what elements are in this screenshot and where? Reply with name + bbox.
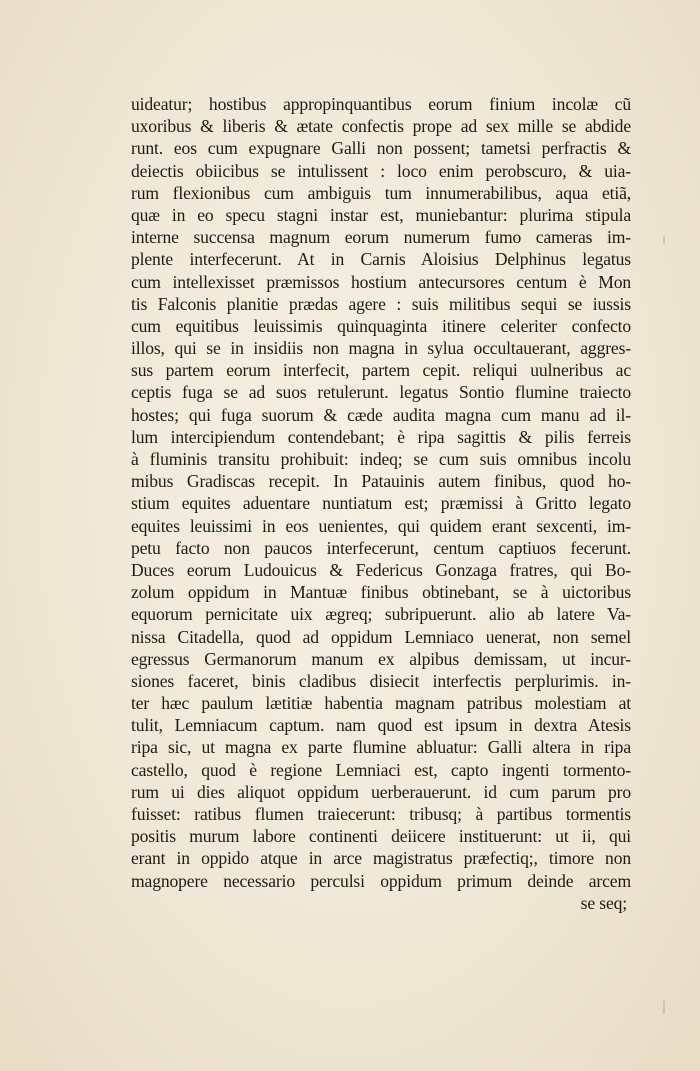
text-line: nissa Citadella, quod ad oppidum Lemniaco uenerat, non semel [131, 626, 631, 647]
text-line: Duces eorum Ludouicus & Federicus Gonzaga fratres, qui Bo- [131, 559, 631, 580]
text-line: erant in oppido atque in arce magistratus præfectiq;, timore non [131, 848, 631, 869]
text-line: tis Falconis planitie prædas agere : suis militibus sequi se iussis [131, 293, 631, 314]
text-line: egressus Germanorum manum ex alpibus demissam, ut incur- [131, 648, 631, 669]
text-line: lum intercipiendum contendebant; è ripa sagittis & pilis ferreis [131, 426, 631, 447]
body-text-block [131, 93, 631, 914]
text-line: petu facto non paucos interfecerunt, centum captiuos fecerunt. [131, 537, 631, 558]
text-line: runt. eos cum expugnare Galli non possent; tametsi perfractis & [131, 138, 631, 159]
faint-bleed-through-mark [150, 66, 174, 80]
text-line: sus partem eorum interfecit, partem cepit. reliqui uulneribus ac [131, 360, 631, 381]
text-line: hostes; qui fuga suorum & cæde audita magna cum manu ad il- [131, 404, 631, 425]
text-line: deiectis obiicibus se intulissent : loco enim perobscuro, & uia- [131, 160, 631, 181]
text-line: mibus Gradiscas recepit. In Patauinis autem finibus, quod ho- [131, 471, 631, 492]
text-line: rum flexionibus cum ambiguis tum innumerabilibus, aqua etiã, [131, 182, 631, 203]
page-edge-mark [663, 1000, 665, 1014]
text-line: positis murum labore continenti deiicere instituerunt: ut ii, qui [131, 826, 631, 847]
catchword-line: se seq; [580, 892, 627, 913]
text-line: ceptis fuga se ad suos retulerunt. legatus Sontio flumine traiecto [131, 382, 631, 403]
text-line: ter hæc paulum lætitiæ habentia magnam patribus molestiam at [131, 693, 631, 714]
text-line: à fluminis transitu prohibuit: indeq; se cum suis omnibus incolu [131, 449, 631, 469]
text-line: siones faceret, binis cladibus disiecit interfectis perplurimis. in- [131, 670, 631, 691]
text-line: illos, qui se in insidiis non magna in sylua occultauerant, aggres- [131, 338, 631, 359]
text-line: uideatur; hostibus appropinquantibus eorum finium incolæ cũ [131, 94, 631, 114]
text-line: plente interfecerunt. At in Carnis Aloisius Delphinus legatus [131, 249, 631, 270]
text-line: interne succensa magnum eorum numerum fumo cameras im- [131, 227, 631, 248]
page-edge-mark [663, 236, 665, 244]
text-line: quæ in eo specu stagni instar est, muniebantur: plurima stipula [131, 204, 631, 225]
text-line: zolum oppidum in Mantuæ finibus obtinebant, se à uictoribus [131, 582, 631, 603]
text-line: rum ui dies aliquot oppidum uerberauerunt. id cum parum pro [131, 781, 631, 802]
text-line: tulit, Lemniacum captum. nam quod est ipsum in dextra Atesis [131, 715, 631, 736]
text-line: stium equites aduentare nuntiatum est; præmissi à Gritto legato [131, 493, 631, 514]
text-line: cum intellexisset præmissos hostium antecursores centum è Mon [131, 271, 631, 292]
text-line: uxoribus & liberis & ætate confectis prope ad sex mille se abdide [131, 116, 631, 137]
text-line: magnopere necessario perculsi oppidum primum deinde arcem [131, 870, 631, 891]
text-line: equites leuissimi in eos uenientes, qui quidem erant sexcenti, im- [131, 515, 631, 536]
text-line: ripa sic, ut magna ex parte flumine abluatur: Galli altera in ripa [131, 737, 631, 758]
text-line: castello, quod è regione Lemniaci est, capto ingenti tormento- [131, 759, 631, 780]
text-line: fuisset: ratibus flumen traiecerunt: tribusq; à partibus tormentis [131, 804, 631, 824]
text-line: cum equitibus leuissimis quinquaginta itinere celeriter confecto [131, 315, 631, 336]
text-line: equorum pernicitate uix ægreq; subripuerunt. alio ab latere Va- [131, 604, 631, 625]
